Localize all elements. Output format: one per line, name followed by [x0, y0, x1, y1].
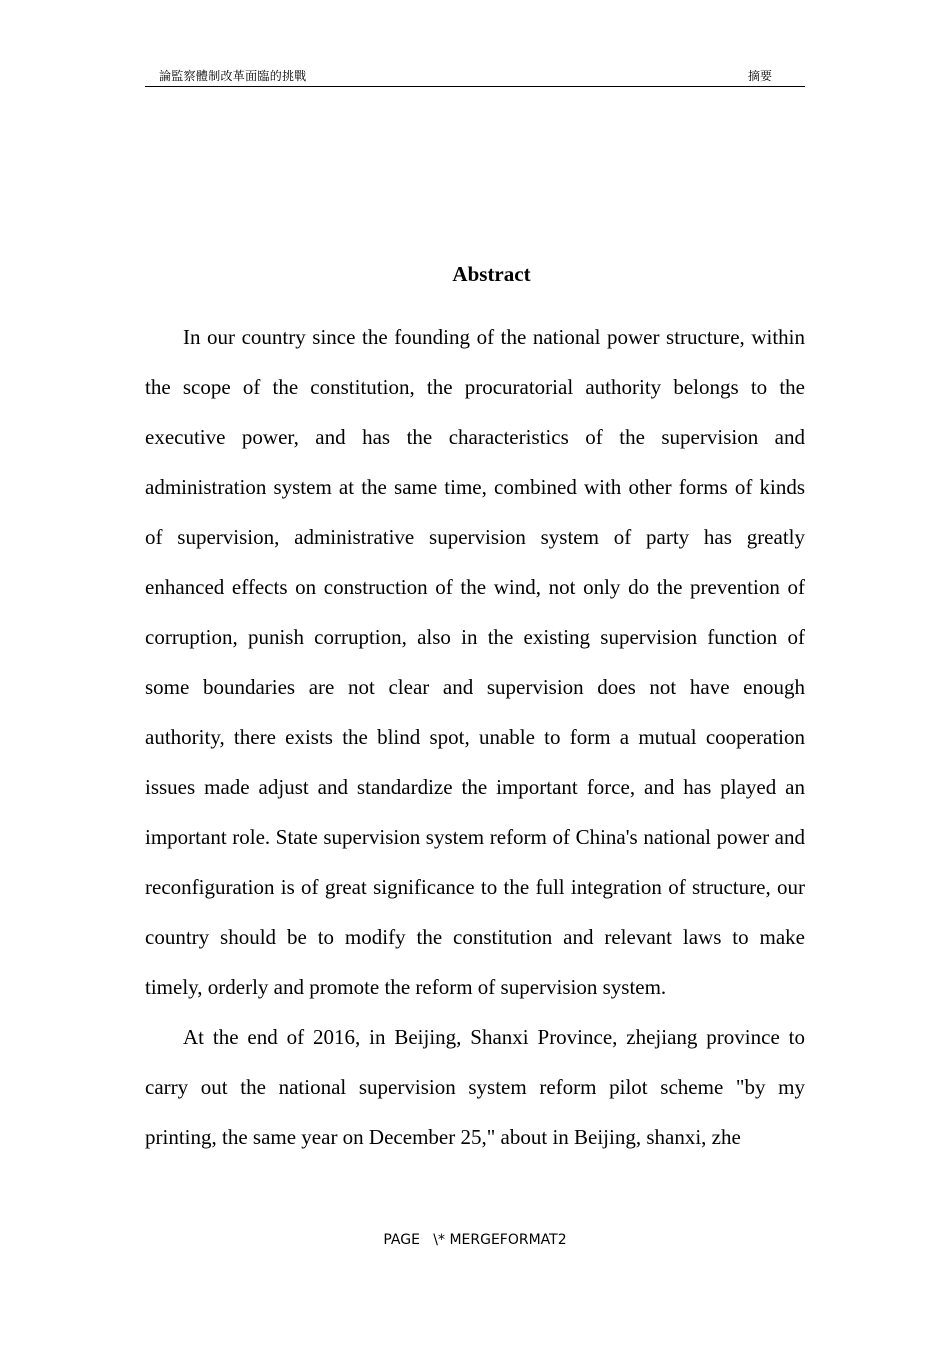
running-header: [145, 66, 805, 87]
abstract-paragraph: At the end of 2016, in Beijing, Shanxi Province, zhejiang province to carry out the national supervision system reform pilot scheme "by my printing, the same year on December 25," about in Beijing, shanxi, zhe: [145, 1025, 805, 1149]
abstract-paragraph: In our country since the founding of the national power structure, within the scope of the constitution, the procuratorial authority belongs to the executive power, and has the characteristics of the supervision and administration system at the same time, combined with other forms of kinds of supervision, administrative supervision system of party has greatly enhanced effects on construction of the wind, not only do the prevention of corruption, punish corruption, also in the existing supervision function of some boundaries are not clear and supervision does not have enough authority, there exists the blind spot, unable to form a mutual cooperation issues made adjust and standardize the important force, and has played an important role. State supervision system reform of China's national power and reconfiguration is of great significance to the full integration of structure, our country should be to modify the constitution and relevant laws to make timely, orderly and promote the reform of supervision system.: [145, 325, 805, 999]
page-number-field: PAGE \* MERGEFORMAT2: [383, 1232, 567, 1248]
abstract-title: Abstract: [452, 262, 531, 286]
header-section-label: 摘要: [747, 69, 772, 83]
abstract-body: [145, 312, 805, 1162]
header-chapter-title: 論監察體制改革面臨的挑戰: [159, 69, 307, 83]
